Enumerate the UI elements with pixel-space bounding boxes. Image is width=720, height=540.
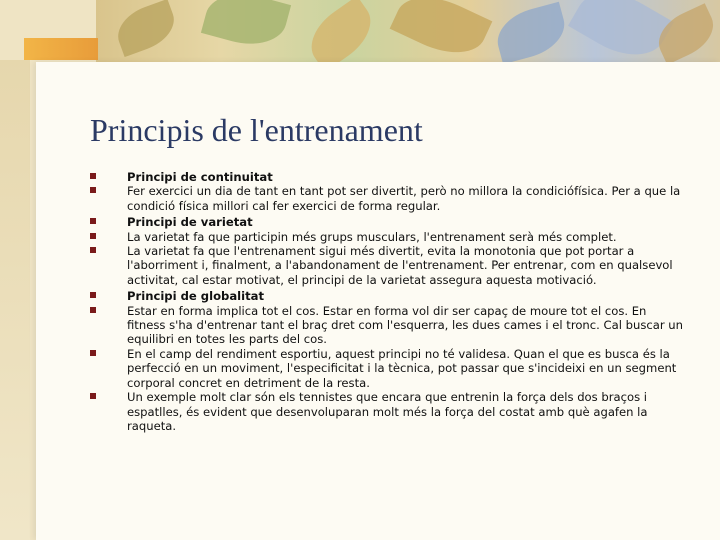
slide-title: Principis de l'entrenament	[90, 112, 423, 148]
list-item	[90, 289, 688, 303]
section-heading: Principi de globalitat	[127, 289, 265, 304]
bullet-list	[90, 170, 688, 433]
square-bullet-icon	[90, 218, 96, 224]
square-bullet-icon	[90, 350, 96, 356]
leaf-decoration	[201, 0, 291, 54]
list-item	[90, 230, 688, 244]
square-bullet-icon	[90, 233, 96, 239]
list-item-text: Estar en forma implica tot el cos. Estar en forma vol dir ser capaç de moure tot el cos. En fitness s'ha d'entrenar tant el braç dret com l'esquerra, les dues cames i el tronc. Cal buscar un equilibri en totes les parts del cos.	[127, 303, 683, 347]
list-item-text: En el camp del rendiment esportiu, aquest principi no té validesa. Quan el que es busca és la perfecció en un moviment, l'especificitat i la tècnica, pot passar que s'incideixi en un segment corporal concret en detriment de la resta.	[127, 346, 677, 390]
square-bullet-icon	[90, 393, 96, 399]
list-item-text: Fer exercici un dia de tant en tant pot ser divertit, però no millora la condiciófísica. Per a que la condició física millori cal fer exercici de forma regular.	[127, 184, 681, 213]
leaf-decoration	[111, 0, 181, 57]
square-bullet-icon	[90, 187, 96, 193]
leaf-decoration	[568, 0, 674, 62]
decorative-corner-block	[24, 38, 98, 60]
list-item	[90, 215, 688, 229]
leaf-decoration	[650, 3, 720, 62]
decorative-left-strip	[0, 60, 30, 540]
list-item	[90, 347, 688, 390]
section-heading: Principi de continuitat	[127, 170, 273, 184]
decorative-banner	[96, 0, 720, 62]
list-item	[90, 244, 688, 287]
list-item	[90, 390, 688, 433]
square-bullet-icon	[90, 307, 96, 313]
list-item-text: La varietat fa que participin més grups musculars, l'entrenament serà més complet.	[127, 229, 617, 244]
leaf-decoration	[390, 0, 493, 62]
leaf-decoration	[300, 0, 383, 62]
square-bullet-icon	[90, 292, 96, 298]
list-item	[90, 304, 688, 347]
list-item-text: Un exemple molt clar són els tennistes que encara que entrenin la força dels dos braços i espatlles, és evident que desenvoluparan molt més la força del costat amb què agafen la raqueta.	[127, 390, 648, 433]
list-item-text: La varietat fa que l'entrenament sigui més divertit, evita la monotonia que pot portar a l'aborriment i, finalment, a l'abandonament de l'entrenament. Per entrenar, com en qualsevol activitat, cal estar motivat, el principi de la varietat assegura aquesta motivació.	[127, 244, 673, 287]
section-heading: Principi de varietat	[127, 215, 253, 230]
leaf-decoration	[491, 2, 571, 62]
square-bullet-icon	[90, 247, 96, 253]
square-bullet-icon	[90, 173, 96, 179]
list-item	[90, 184, 688, 213]
list-item	[90, 170, 688, 184]
